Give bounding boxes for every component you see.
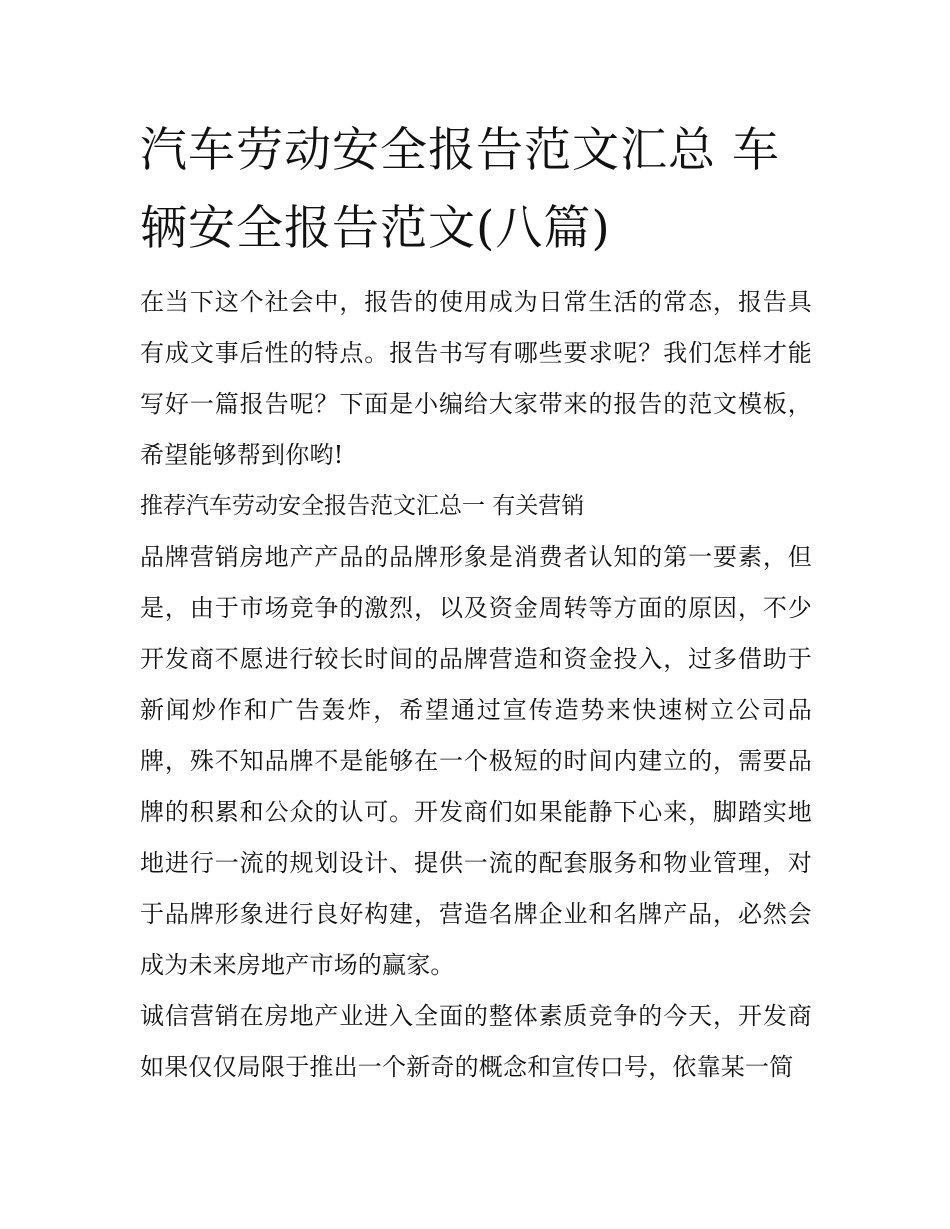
section-heading: 推荐汽车劳动安全报告范文汇总一 有关营销 [140, 493, 585, 519]
document-body [140, 277, 812, 1093]
document-title: 汽车劳动安全报告范文汇总 车辆安全报告范文(八篇) [140, 123, 780, 256]
body-paragraph-2: 诚信营销在房地产业进入全面的整体素质竞争的今天，开发商如果仅仅局限于推出一个新奇的概念和宣传口号，依靠某一简 [140, 1002, 812, 1081]
body-paragraph-1: 品牌营销房地产产品的品牌形象是消费者认知的第一要素，但是，由于市场竞争的激烈，以及资金周转等方面的原因，不少开发商不愿进行较长时间的品牌营造和资金投入，过多借助于新闻炒作和广告轰炸，希望通过宣传造势来快速树立公司品牌，殊不知品牌不是能够在一个极短的时间内建立的，需要品牌的积累和公众的认可。开发商们如果能静下心来，脚踏实地地进行一流的规划设计、提供一流的配套服务和物业管理，对于品牌形象进行良好构建，营造名牌企业和名牌产品，必然会成为未来房地产市场的赢家。 [140, 543, 812, 979]
intro-paragraph: 在当下这个社会中，报告的使用成为日常生活的常态，报告具有成文事后性的特点。报告书写有哪些要求呢？我们怎样才能写好一篇报告呢？下面是小编给大家带来的报告的范文模板，希望能够帮到你哟! [140, 288, 812, 469]
